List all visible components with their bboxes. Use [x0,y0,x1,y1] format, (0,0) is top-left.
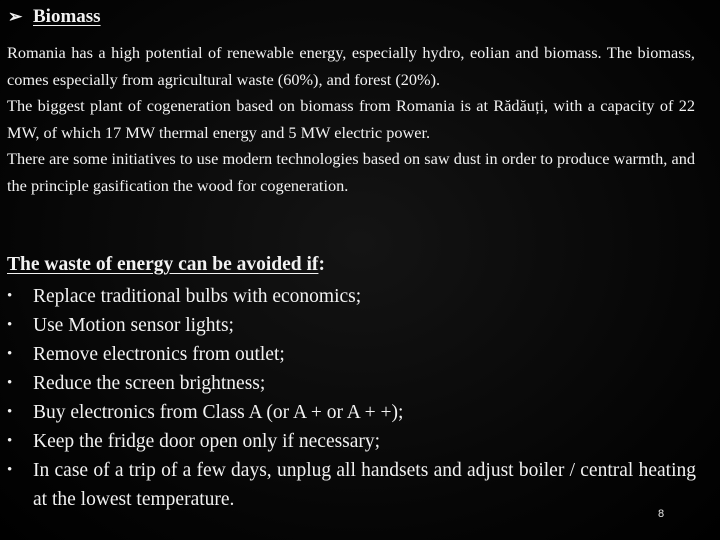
bullet-dot-icon: • [7,375,13,391]
list-item [7,340,696,369]
bullet-dot-icon: • [7,433,13,449]
section-heading [8,6,101,28]
bullet-dot-icon: • [7,317,13,333]
list-item-text: Keep the fridge door open only if necessary; [33,431,381,452]
waste-heading-colon: : [318,254,325,275]
list-item [7,398,696,427]
section-title: Biomass [33,6,101,27]
list-item [7,282,696,311]
list-item-text: Remove electronics from outlet; [33,344,285,365]
arrow-bullet-icon: ➢ [8,7,23,26]
waste-heading-text: The waste of energy can be avoided if [7,254,319,275]
paragraph-cogeneration-plant: The biggest plant of cogeneration based on biomass from Romania is at Rădăuți, with a capacity of 22 MW, of which 17 MW thermal energy and 5 MW electric power. [7,96,695,142]
page-number: 8 [658,508,665,520]
list-item-text: Use Motion sensor lights; [33,315,234,336]
paragraph-initiatives: There are some initiatives to use modern technologies based on saw dust in order to produce warmth, and the principle gasification the wood for cogeneration. [7,149,695,195]
list-item-text: In case of a trip of a few days, unplug all handsets and adjust boiler / central heating at the lowest temperature. [33,460,696,510]
list-item [7,369,696,398]
list-item [7,427,696,456]
bullet-dot-icon: • [7,462,13,478]
list-item-text: Replace traditional bulbs with economics; [33,286,362,307]
paragraph-biomass-potential: Romania has a high potential of renewable energy, especially hydro, eolian and biomass. The biomass, comes especially from agricultural waste (60%), and forest (20%). [7,43,695,89]
bullet-dot-icon: • [7,288,13,304]
bullet-dot-icon: • [7,346,13,362]
bullet-dot-icon: • [7,404,13,420]
waste-heading [7,254,325,276]
tips-list [7,282,696,514]
body-text [7,40,695,200]
list-item-text: Buy electronics from Class A (or A + or A + +); [33,402,404,423]
list-item-text: Reduce the screen brightness; [33,373,266,394]
list-item [7,456,696,514]
list-item [7,311,696,340]
